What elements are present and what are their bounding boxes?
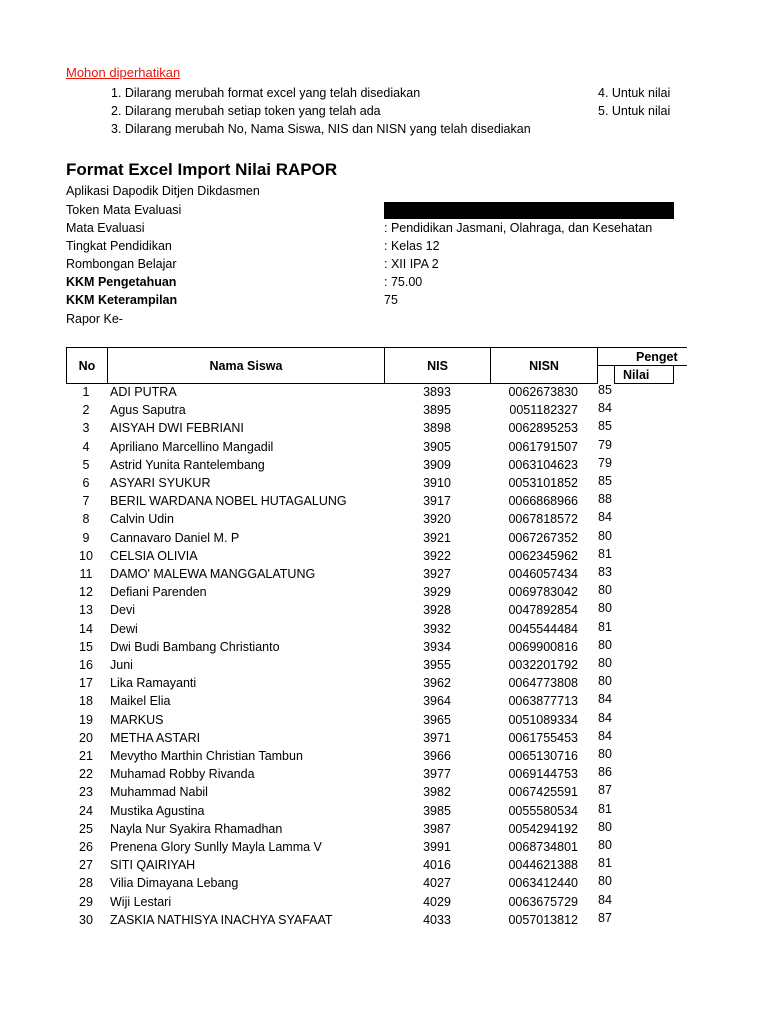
row-nilai: 81 xyxy=(598,801,612,816)
row-nisn: 0061791507 xyxy=(508,439,578,454)
row-nama: Juni xyxy=(110,658,133,672)
table-row xyxy=(0,512,768,530)
row-nama: Wiji Lestari xyxy=(110,894,172,909)
row-no: 6 xyxy=(82,476,90,490)
row-nisn: 0051182327 xyxy=(509,403,578,418)
table-row xyxy=(0,658,768,676)
row-nilai: 85 xyxy=(598,383,612,397)
row-nisn: 0067267352 xyxy=(508,530,578,545)
kkm-keterampilan-value: 75 xyxy=(384,293,398,307)
table-row xyxy=(0,728,768,749)
row-nilai: 84 xyxy=(598,710,612,725)
table-row xyxy=(0,801,768,822)
row-nis: 3964 xyxy=(423,694,451,709)
row-nis: 3991 xyxy=(423,840,451,854)
row-nisn: 0061755453 xyxy=(508,730,578,745)
row-nilai: 81 xyxy=(598,619,612,634)
row-nis: 3905 xyxy=(423,439,451,454)
row-nis: 3909 xyxy=(423,457,451,472)
row-nama: Mevytho Marthin Christian Tambun xyxy=(110,749,303,763)
row-nilai: 86 xyxy=(598,765,612,780)
row-nilai: 87 xyxy=(598,783,612,798)
row-nama: MARKUS xyxy=(110,712,164,727)
token-label: Token Mata Evaluasi xyxy=(66,203,182,217)
table-row xyxy=(0,767,768,785)
row-nisn: 0046057434 xyxy=(508,567,578,581)
header-nilai: Nilai xyxy=(614,365,674,384)
row-nama: SITI QAIRIYAH xyxy=(110,858,196,873)
table-row xyxy=(0,385,768,403)
row-nama: Maikel Elia xyxy=(110,694,171,709)
row-nisn: 0063104623 xyxy=(508,457,578,472)
row-nama: Muhammad Nabil xyxy=(110,785,208,800)
row-nisn: 0044621388 xyxy=(508,858,578,873)
row-nilai: 81 xyxy=(598,856,612,871)
row-nis: 4029 xyxy=(423,894,451,909)
row-nis: 4016 xyxy=(423,858,451,873)
row-nilai: 81 xyxy=(598,546,612,561)
row-no: 20 xyxy=(79,730,93,745)
app-name: Aplikasi Dapodik Ditjen Dikdasmen xyxy=(66,184,260,198)
row-no: 14 xyxy=(79,621,93,636)
row-no: 1 xyxy=(82,385,90,399)
row-nis: 3985 xyxy=(423,803,451,818)
row-no: 22 xyxy=(79,767,93,782)
row-nisn: 0069144753 xyxy=(508,767,578,782)
row-nama: Mustika Agustina xyxy=(110,803,205,818)
row-nama: Muhamad Robby Rivanda xyxy=(110,767,255,782)
row-nisn: 0045544484 xyxy=(508,621,578,636)
row-nilai: 83 xyxy=(598,565,612,579)
row-nilai: 79 xyxy=(598,437,612,452)
row-nama: DAMO' MALEWA MANGGALATUNG xyxy=(110,567,316,581)
row-nis: 3982 xyxy=(423,785,451,800)
row-nis: 3966 xyxy=(423,749,451,763)
row-nilai: 80 xyxy=(598,747,612,761)
row-no: 11 xyxy=(79,567,93,581)
table-row xyxy=(0,528,768,549)
row-nama: Dewi xyxy=(110,621,138,636)
row-nilai: 85 xyxy=(598,419,612,434)
table-row xyxy=(0,876,768,894)
row-no: 8 xyxy=(82,512,90,527)
token-redacted-bar xyxy=(384,202,674,219)
row-nilai: 80 xyxy=(598,874,612,889)
row-nis: 4033 xyxy=(423,912,451,927)
row-nis: 3929 xyxy=(423,585,451,600)
row-nis: 3962 xyxy=(423,676,451,691)
rule-3: 3. Dilarang merubah No, Nama Siswa, NIS dan NISN yang telah disediakan xyxy=(111,122,531,136)
table-row xyxy=(0,749,768,767)
row-no: 28 xyxy=(79,876,93,891)
row-no: 15 xyxy=(79,639,93,654)
row-nama: AISYAH DWI FEBRIANI xyxy=(110,421,244,436)
row-nama: Devi xyxy=(110,603,136,618)
row-no: 23 xyxy=(79,785,93,800)
row-nilai: 85 xyxy=(598,474,612,488)
row-nama: ASYARI SYUKUR xyxy=(110,476,211,490)
row-nisn: 0063412440 xyxy=(508,876,578,891)
row-nis: 3971 xyxy=(423,730,451,745)
row-nama: METHA ASTARI xyxy=(110,730,201,745)
row-nisn: 0054294192 xyxy=(508,821,578,836)
row-no: 17 xyxy=(79,676,93,691)
row-nama: Vilia Dimayana Lebang xyxy=(110,876,239,891)
row-nama: CELSIA OLIVIA xyxy=(110,548,198,563)
row-nis: 3965 xyxy=(423,712,451,727)
header-nis: NIS xyxy=(384,347,491,384)
table-row xyxy=(0,840,768,858)
row-nisn: 0067425591 xyxy=(508,785,578,800)
table-row xyxy=(0,710,768,731)
header-no: No xyxy=(66,347,108,384)
row-nis: 3932 xyxy=(423,621,451,636)
row-no: 3 xyxy=(82,421,90,436)
row-nilai: 80 xyxy=(598,637,612,652)
table-row xyxy=(0,637,768,658)
tingkat-value: : Kelas 12 xyxy=(384,239,440,253)
row-nis: 3917 xyxy=(423,494,451,509)
row-nis: 3898 xyxy=(423,421,451,436)
row-nilai: 84 xyxy=(598,692,612,707)
row-nisn: 0067818572 xyxy=(508,512,578,527)
row-nilai: 79 xyxy=(598,455,612,470)
table-row xyxy=(0,494,768,512)
row-nama: BERIL WARDANA NOBEL HUTAGALUNG xyxy=(110,494,347,509)
notice-title: Mohon diperhatikan xyxy=(66,65,181,80)
row-nama: Agus Saputra xyxy=(110,403,186,418)
row-nisn: 0053101852 xyxy=(508,476,578,490)
row-nisn: 0068734801 xyxy=(508,840,578,854)
row-no: 2 xyxy=(82,403,90,418)
row-nama: Dwi Budi Bambang Christianto xyxy=(110,639,280,654)
row-nilai: 84 xyxy=(598,401,612,416)
rombel-label: Rombongan Belajar xyxy=(66,257,177,271)
table-row xyxy=(0,892,768,913)
row-nilai: 88 xyxy=(598,492,612,507)
table-row xyxy=(0,603,768,621)
row-nilai: 87 xyxy=(598,910,612,925)
table-row xyxy=(0,585,768,603)
row-nisn: 0062895253 xyxy=(508,421,578,436)
row-nis: 3928 xyxy=(423,603,451,618)
row-nis: 3920 xyxy=(423,512,451,527)
row-nis: 3927 xyxy=(423,567,451,581)
table-row xyxy=(0,819,768,840)
table-row xyxy=(0,567,768,585)
table-row xyxy=(0,910,768,931)
row-nisn: 0065130716 xyxy=(508,749,578,763)
row-nis: 3922 xyxy=(423,548,451,563)
row-nis: 3977 xyxy=(423,767,451,782)
table-row xyxy=(0,785,768,803)
table-row xyxy=(0,858,768,876)
row-nama: Lika Ramayanti xyxy=(110,676,197,691)
row-nilai: 80 xyxy=(598,819,612,834)
table-row xyxy=(0,421,768,439)
row-nisn: 0055580534 xyxy=(508,803,578,818)
row-nilai: 80 xyxy=(598,601,612,616)
rule-1: 1. Dilarang merubah format excel yang telah disediakan xyxy=(111,86,421,100)
row-no: 9 xyxy=(82,530,90,545)
table-row xyxy=(0,619,768,640)
mata-evaluasi-label: Mata Evaluasi xyxy=(66,221,145,235)
row-no: 26 xyxy=(79,840,93,854)
row-nama: Apriliano Marcellino Mangadil xyxy=(110,439,274,454)
table-row xyxy=(0,437,768,458)
row-no: 5 xyxy=(82,457,90,472)
header-nama: Nama Siswa xyxy=(107,347,385,384)
row-nisn: 0064773808 xyxy=(508,676,578,691)
row-nisn: 0062345962 xyxy=(508,548,578,563)
row-nis: 3895 xyxy=(423,403,451,418)
row-nilai: 80 xyxy=(598,528,612,543)
mata-evaluasi-value: : Pendidikan Jasmani, Olahraga, dan Kesehatan xyxy=(384,221,653,235)
kkm-pengetahuan-label: KKM Pengetahuan xyxy=(66,275,177,289)
table-row xyxy=(0,476,768,494)
kkm-pengetahuan-value: : 75.00 xyxy=(384,275,423,289)
row-nis: 4027 xyxy=(423,876,451,891)
row-nama: Calvin Udin xyxy=(110,512,174,527)
row-nama: Defiani Parenden xyxy=(110,585,207,600)
rule-4: 4. Untuk nilai xyxy=(598,86,671,100)
row-nilai: 80 xyxy=(598,674,612,689)
row-no: 18 xyxy=(79,694,93,709)
row-nisn: 0051089334 xyxy=(508,712,578,727)
rule-2: 2. Dilarang merubah setiap token yang telah ada xyxy=(111,104,381,118)
row-nis: 3910 xyxy=(423,476,451,490)
row-no: 19 xyxy=(79,712,93,727)
row-no: 7 xyxy=(82,494,90,509)
header-pengetahuan: Penget xyxy=(597,347,687,366)
row-nama: Cannavaro Daniel M. P xyxy=(110,530,240,545)
row-no: 25 xyxy=(79,821,93,836)
table-row xyxy=(0,694,768,712)
row-no: 4 xyxy=(82,439,90,454)
row-nisn: 0069900816 xyxy=(508,639,578,654)
row-nilai: 80 xyxy=(598,656,612,670)
row-no: 16 xyxy=(79,658,93,672)
row-nilai: 84 xyxy=(598,728,612,743)
row-no: 24 xyxy=(79,803,93,818)
tingkat-label: Tingkat Pendidikan xyxy=(66,239,172,253)
row-nis: 3934 xyxy=(423,639,451,654)
row-nisn: 0063675729 xyxy=(508,894,578,909)
row-nisn: 0063877713 xyxy=(508,694,578,709)
row-no: 27 xyxy=(79,858,93,873)
row-no: 21 xyxy=(79,749,93,763)
row-no: 12 xyxy=(79,585,93,600)
row-nama: Prenena Glory Sunlly Mayla Lamma V xyxy=(110,840,322,854)
page-title: Format Excel Import Nilai RAPOR xyxy=(66,160,338,179)
table-row xyxy=(0,455,768,476)
row-nis: 3921 xyxy=(423,530,451,545)
row-nama: ADI PUTRA xyxy=(110,385,177,399)
kkm-keterampilan-label: KKM Keterampilan xyxy=(66,293,178,307)
row-no: 13 xyxy=(79,603,93,618)
row-nisn: 0032201792 xyxy=(508,658,578,672)
rapor-ke-label: Rapor Ke- xyxy=(66,312,123,326)
row-no: 30 xyxy=(79,912,93,927)
row-nis: 3893 xyxy=(423,385,451,399)
row-nis: 3955 xyxy=(423,658,451,672)
table-row xyxy=(0,676,768,694)
row-nama: Astrid Yunita Rantelembang xyxy=(110,457,265,472)
table-row xyxy=(0,546,768,567)
row-nisn: 0057013812 xyxy=(508,912,578,927)
row-nilai: 84 xyxy=(598,510,612,525)
row-no: 29 xyxy=(79,894,93,909)
header-nisn: NISN xyxy=(490,347,598,384)
row-nisn: 0069783042 xyxy=(508,585,578,600)
row-nilai: 80 xyxy=(598,583,612,598)
rule-5: 5. Untuk nilai xyxy=(598,104,671,118)
row-nisn: 0062673830 xyxy=(508,385,578,399)
row-nisn: 0066868966 xyxy=(508,494,578,509)
row-nis: 3987 xyxy=(423,821,451,836)
rombel-value: : XII IPA 2 xyxy=(384,257,439,271)
row-no: 10 xyxy=(79,548,93,563)
row-nilai: 80 xyxy=(598,838,612,852)
row-nama: ZASKIA NATHISYA INACHYA SYAFAAT xyxy=(110,912,333,927)
row-nisn: 0047892854 xyxy=(508,603,578,618)
row-nama: Nayla Nur Syakira Rhamadhan xyxy=(110,821,283,836)
table-row xyxy=(0,403,768,421)
row-nilai: 84 xyxy=(598,892,612,907)
